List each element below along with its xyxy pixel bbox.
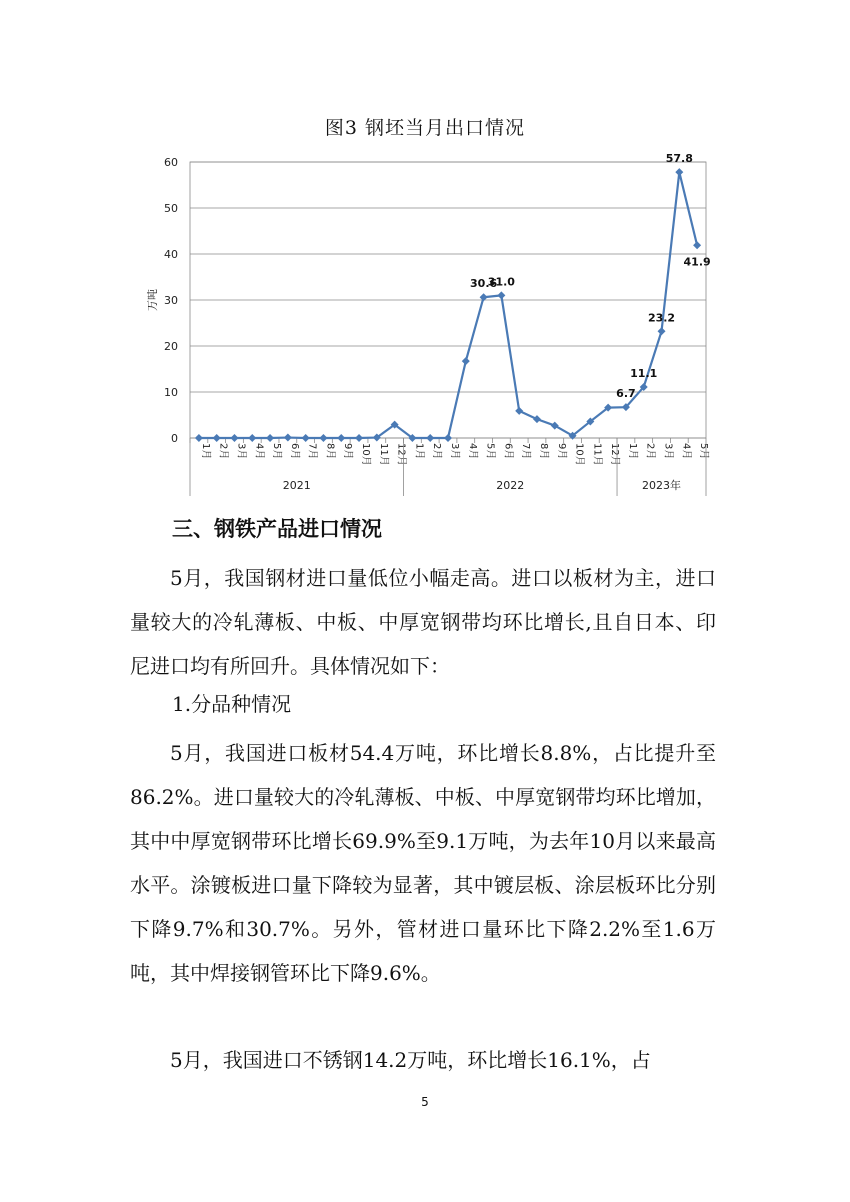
y-tick-label: 0 xyxy=(171,432,178,445)
x-tick-label: 10月 xyxy=(360,443,372,466)
y-tick-label: 40 xyxy=(164,248,178,261)
data-point xyxy=(675,168,683,176)
x-tick-label: 2月 xyxy=(644,443,656,460)
axes xyxy=(145,156,710,496)
x-tick-label: 8月 xyxy=(537,443,549,460)
x-tick-label: 3月 xyxy=(662,443,674,460)
x-group-label: 2021 xyxy=(282,479,311,492)
x-tick-label: 11月 xyxy=(591,443,603,466)
x-tick-label: 12月 xyxy=(395,443,407,466)
x-tick-label: 5月 xyxy=(484,443,496,460)
data-point xyxy=(462,357,470,365)
x-tick-label: 2月 xyxy=(217,443,229,460)
data-point xyxy=(658,327,666,335)
x-tick-label: 3月 xyxy=(235,443,247,460)
data-point xyxy=(266,434,274,442)
y-tick-label: 30 xyxy=(164,294,178,307)
line-chart xyxy=(140,145,720,500)
sub-heading: 1.分品种情况 xyxy=(172,692,292,716)
x-group-label: 2022 xyxy=(496,479,525,492)
data-point xyxy=(693,241,701,249)
y-axis-label: 万吨 xyxy=(146,289,159,311)
x-tick-label: 5月 xyxy=(271,443,283,460)
marker-layer xyxy=(195,168,701,442)
data-point xyxy=(497,291,505,299)
data-point xyxy=(355,434,363,442)
x-tick-label: 5月 xyxy=(698,443,710,460)
paragraph-1: 5月，我国钢材进口量低位小幅走高。进口以板材为主，进口量较大的冷轧薄板、中板、中厚宽钢带均环比增长,且自日本、印尼进口均有所回升。具体情况如下： xyxy=(130,566,716,678)
data-label: 30.6 xyxy=(470,277,498,291)
y-tick-label: 50 xyxy=(164,202,178,215)
x-tick-label: 2月 xyxy=(431,443,443,460)
x-tick-label: 6月 xyxy=(502,443,514,460)
x-tick-label: 9月 xyxy=(555,443,567,460)
data-point xyxy=(426,434,434,442)
x-tick-label: 9月 xyxy=(342,443,354,460)
x-tick-label: 4月 xyxy=(680,443,692,460)
data-label: 57.8 xyxy=(665,152,693,166)
y-tick-label: 10 xyxy=(164,386,178,399)
data-point xyxy=(213,434,221,442)
x-tick-label: 1月 xyxy=(413,443,425,460)
x-tick-label: 1月 xyxy=(626,443,638,460)
data-label: 6.7 xyxy=(616,387,636,401)
data-point xyxy=(515,407,523,415)
data-point xyxy=(337,434,345,442)
y-tick-label: 20 xyxy=(164,340,178,353)
x-tick-label: 7月 xyxy=(306,443,318,460)
data-point xyxy=(195,434,203,442)
x-tick-label: 6月 xyxy=(288,443,300,460)
data-label: 41.9 xyxy=(683,255,711,269)
chart-title: 图3 钢坯当月出口情况 xyxy=(324,117,526,139)
x-tick-label: 7月 xyxy=(520,443,532,460)
data-label: 31.0 xyxy=(487,275,515,289)
data-label: 11.1 xyxy=(630,366,658,380)
paragraph-3: 5月，我国进口不锈钢14.2万吨，环比增长16.1%，占 xyxy=(170,1048,651,1072)
x-tick-label: 1月 xyxy=(199,443,211,460)
page-number: 5 xyxy=(421,1095,429,1109)
data-point xyxy=(230,434,238,442)
y-tick-label: 60 xyxy=(164,156,178,169)
data-point xyxy=(444,434,452,442)
x-tick-label: 4月 xyxy=(466,443,478,460)
section-heading: 三、钢铁产品进口情况 xyxy=(172,517,382,541)
data-label-layer xyxy=(470,152,711,400)
data-point xyxy=(319,434,327,442)
x-tick-label: 3月 xyxy=(449,443,460,460)
data-label: 23.2 xyxy=(647,311,676,325)
data-point xyxy=(284,434,292,442)
x-tick-label: 12月 xyxy=(609,443,621,466)
data-point xyxy=(302,434,310,442)
x-tick-label: 11月 xyxy=(377,443,389,466)
x-tick-label: 8月 xyxy=(324,443,336,460)
paragraph-2: 5月，我国进口板材54.4万吨，环比增长8.8%，占比提升至86.2%。进口量较大的冷轧薄板、中板、中厚宽钢带均环比增加，其中中厚宽钢带环比增长69.9%至9.1万吨，为去年10月以来最高水平。涂镀板进口量下降较为显著，其中镀层板、涂层板环比分别下降9.7%和30.7%。另外，管材进口量环比下降2.2%至1.6万吨，其中焊接钢管环比下降9.6%。 xyxy=(130,741,716,985)
data-point xyxy=(533,415,541,423)
data-point xyxy=(248,434,256,442)
x-tick-label: 10月 xyxy=(573,443,585,466)
x-tick-label: 4月 xyxy=(253,443,265,460)
x-group-label: 2023年 xyxy=(642,479,682,492)
